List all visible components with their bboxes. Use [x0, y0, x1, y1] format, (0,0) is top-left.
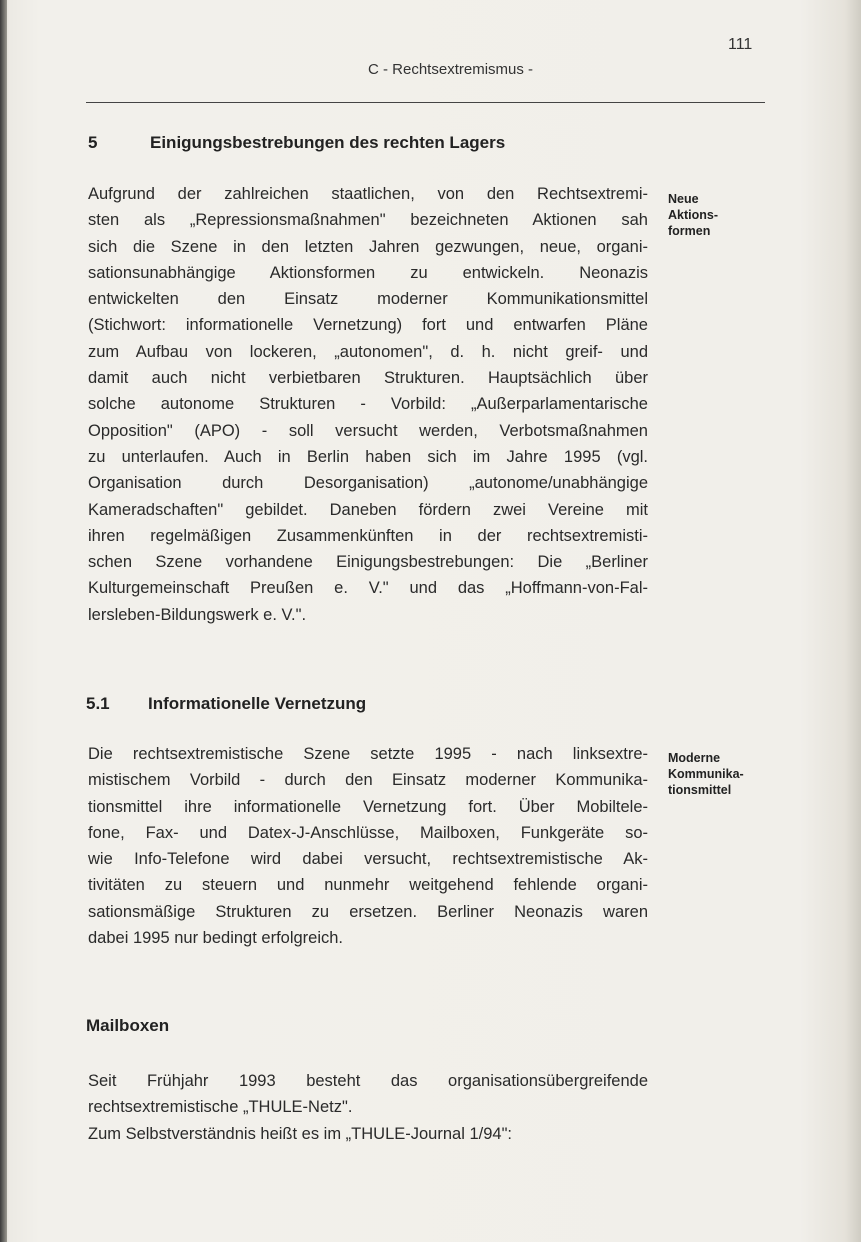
text-line: mistischem Vorbild - durch den Einsatz moderner Kommunika- [88, 771, 648, 790]
text-line: sationsunabhängige Aktionsformen zu entwickeln. Neonazis [88, 263, 648, 282]
text-line: Seit Frühjahr 1993 besteht das organisationsübergreifende [88, 1072, 648, 1090]
section-5-title: Einigungsbestrebungen des rechten Lagers [150, 133, 506, 152]
text-line: Aufgrund der zahlreichen staatlichen, von den Rechtsextremi- [88, 185, 648, 203]
running-head: C - Rechtsextremismus - [368, 61, 534, 78]
margin-note-line: formen [668, 224, 711, 238]
page-number: 111 [728, 36, 753, 53]
mailboxen-paragraph [88, 1068, 648, 1147]
text-line: Die rechtsextremistische Szene setzte 1995 - nach linksextre- [88, 745, 648, 763]
text-line: Kulturgemeinschaft Preußen e. V." und das „Hoffmann-von-Fal- [88, 579, 648, 598]
section-5-number: 5 [88, 133, 98, 152]
text-line: dabei 1995 nur bedingt erfolgreich. [88, 929, 344, 948]
section-5-paragraph [88, 181, 648, 628]
text-line: ihren regelmäßigen Zusammenkünften in der rechtsextremisti- [88, 526, 648, 545]
text-line: zu unterlaufen. Auch in Berlin haben sich im Jahre 1995 (vgl. [88, 447, 648, 466]
margin-note-line: tionsmittel [668, 783, 732, 797]
text-line: damit auch nicht verbietbaren Strukturen. Hauptsächlich über [88, 369, 648, 388]
mailboxen-heading: Mailboxen [86, 1016, 170, 1035]
text-line: (Stichwort: informationelle Vernetzung) fort und entwarfen Pläne [88, 316, 648, 335]
text-line: sich die Szene in den letzten Jahren gezwungen, neue, organi- [88, 237, 648, 256]
text-line: Kameradschaften" gebildet. Daneben fördern zwei Vereine mit [88, 500, 648, 519]
section-5-1-heading [86, 694, 366, 714]
text-line: sationsmäßige Strukturen zu ersetzen. Berliner Neonazis waren [88, 902, 648, 921]
text-line: entwickelten den Einsatz moderner Kommunikationsmittel [88, 290, 648, 309]
text-line: zum Aufbau von lockeren, „autonomen", d. h. nicht greif- und [88, 342, 648, 361]
text-line: lersleben-Bildungswerk e. V.". [88, 605, 307, 624]
text-line: Zum Selbstverständnis heißt es im „THULE-Journal 1/94": [88, 1124, 513, 1143]
text-line: sten als „Repressionsmaßnahmen" bezeichneten Aktionen sah [88, 211, 648, 230]
text-line: solche autonome Strukturen - Vorbild: „Außerparlamentarische [88, 395, 648, 414]
text-line: Opposition" (APO) - soll versucht werden, Verbotsmaßnahmen [88, 421, 648, 440]
header-rule [86, 102, 765, 103]
text-line: Organisation durch Desorganisation) „autonome/unabhängige [88, 474, 648, 493]
page-binding-edge [0, 0, 7, 1242]
margin-note-moderne-kommunikationsmittel [668, 750, 778, 798]
section-5-1-number: 5.1 [86, 694, 110, 713]
margin-note-line: Aktions- [668, 208, 718, 222]
section-5-heading [88, 133, 505, 153]
text-line: rechtsextremistische „THULE-Netz". [88, 1098, 353, 1117]
margin-note-line: Neue [668, 192, 699, 206]
text-line: schen Szene vorhandene Einigungsbestrebungen: Die „Berliner [88, 553, 648, 572]
section-5-1-title: Informationelle Vernetzung [148, 694, 367, 713]
margin-note-line: Kommunika- [668, 767, 744, 781]
text-line: tivitäten zu steuern und nunmehr weitgehend fehlende organi- [88, 876, 648, 895]
margin-note-neue-aktionsformen [668, 191, 778, 239]
section-5-1-paragraph [88, 741, 648, 951]
margin-note-line: Moderne [668, 751, 721, 765]
text-line: wie Info-Telefone wird dabei versucht, rechtsextremistische Ak- [88, 850, 648, 869]
text-line: tionsmittel ihre informationelle Vernetzung fort. Über Mobiltele- [88, 797, 648, 816]
text-line: fone, Fax- und Datex-J-Anschlüsse, Mailboxen, Funkgeräte so- [88, 823, 648, 842]
